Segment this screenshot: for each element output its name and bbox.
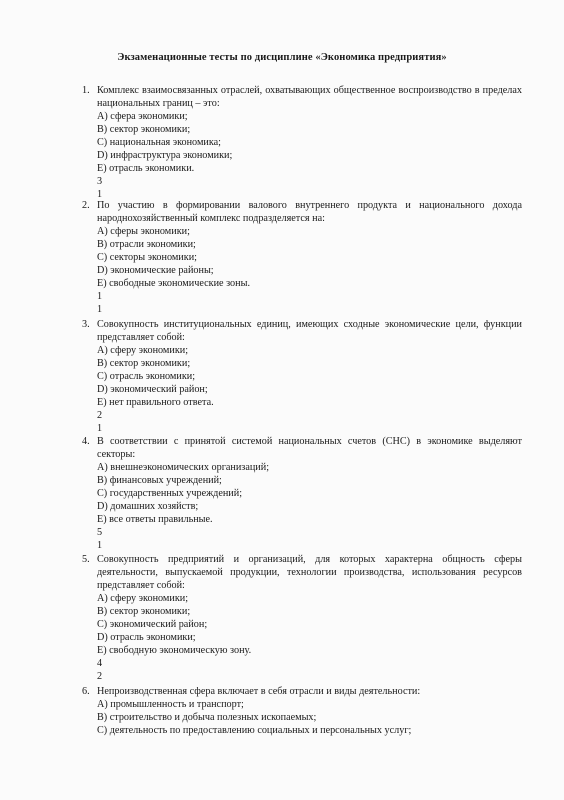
answer-key: 1 xyxy=(97,540,103,551)
option-e: E) все ответы правильные. xyxy=(97,514,213,525)
option-c: С) секторы экономики; xyxy=(97,252,197,263)
option-a: А) сферу экономики; xyxy=(97,345,189,356)
option-a: А) сфера экономики; xyxy=(97,111,188,122)
answer-key: 3 xyxy=(97,176,103,187)
option-a: А) промышленность и транспорт; xyxy=(97,699,244,710)
option-b: В) финансовых учреждений; xyxy=(97,475,222,486)
option-c: С) деятельность по предоставлению социальных и персональных услуг; xyxy=(97,725,412,736)
option-e: E) нет правильного ответа. xyxy=(97,397,214,408)
question-text: Непроизводственная сфера включает в себя отрасли и виды деятельности: xyxy=(97,686,421,697)
question-3 xyxy=(82,318,522,435)
option-e: E) свободную экономическую зону. xyxy=(97,645,252,656)
answer-key: 1 xyxy=(97,423,103,434)
option-b: В) сектор экономики; xyxy=(97,358,191,369)
option-d: D) отрасль экономики; xyxy=(97,632,196,643)
option-b: В) сектор экономики; xyxy=(97,606,191,617)
option-b: В) строительство и добыча полезных ископаемых; xyxy=(97,712,317,723)
option-d: D) инфраструктура экономики; xyxy=(97,150,233,161)
answer-key: 5 xyxy=(97,527,103,538)
answer-key: 2 xyxy=(97,410,103,421)
question-number: 1. xyxy=(82,85,90,96)
answer-key: 1 xyxy=(97,291,103,302)
option-c: С) экономический район; xyxy=(97,619,208,630)
option-a: А) сферы экономики; xyxy=(97,226,190,237)
question-number: 5. xyxy=(82,554,90,565)
question-text: В соответствии с принятой системой национальных счетов (СНС) в экономике выделяют секторы: xyxy=(97,436,522,460)
option-d: D) домашних хозяйств; xyxy=(97,501,199,512)
question-text: Совокупность институциональных единиц, имеющих сходные экономические цели, функции представляет собой: xyxy=(97,319,522,343)
question-text: Комплекс взаимосвязанных отраслей, охватывающих общественное воспроизводство в пределах национальных границ – это: xyxy=(97,85,522,109)
question-number: 2. xyxy=(82,200,90,211)
question-number: 3. xyxy=(82,319,90,330)
option-a: А) сферу экономики; xyxy=(97,593,189,604)
question-number: 6. xyxy=(82,686,90,697)
option-d: D) экономические районы; xyxy=(97,265,214,276)
question-4 xyxy=(82,435,522,552)
option-a: А) внешнеэкономических организаций; xyxy=(97,462,270,473)
option-c: С) отрасль экономики; xyxy=(97,371,196,382)
question-2 xyxy=(82,199,522,316)
answer-key: 1 xyxy=(97,189,103,200)
answer-key: 2 xyxy=(97,671,103,682)
question-6 xyxy=(82,685,522,737)
option-b: В) сектор экономики; xyxy=(97,124,191,135)
document-title: Экзаменационные тесты по дисциплине «Экономика предприятия» xyxy=(117,52,447,63)
answer-key: 1 xyxy=(97,304,103,315)
option-c: С) национальная экономика; xyxy=(97,137,222,148)
option-c: С) государственных учреждений; xyxy=(97,488,243,499)
question-text: Совокупность предприятий и организаций, для которых характерна общность сферы деятельности, выпускаемой продукции, технологии производства, использования ресурсов представляет собой: xyxy=(97,554,522,591)
answer-key: 4 xyxy=(97,658,103,669)
option-e: E) свободные экономические зоны. xyxy=(97,278,250,289)
question-text: По участию в формировании валового внутреннего продукта и национального дохода народнохозяйственный комплекс подразделяется на: xyxy=(97,200,522,224)
option-e: E) отрасль экономики. xyxy=(97,163,195,174)
option-b: В) отрасли экономики; xyxy=(97,239,196,250)
option-d: D) экономический район; xyxy=(97,384,208,395)
question-5 xyxy=(82,553,522,683)
question-1 xyxy=(82,84,522,201)
question-number: 4. xyxy=(82,436,90,447)
